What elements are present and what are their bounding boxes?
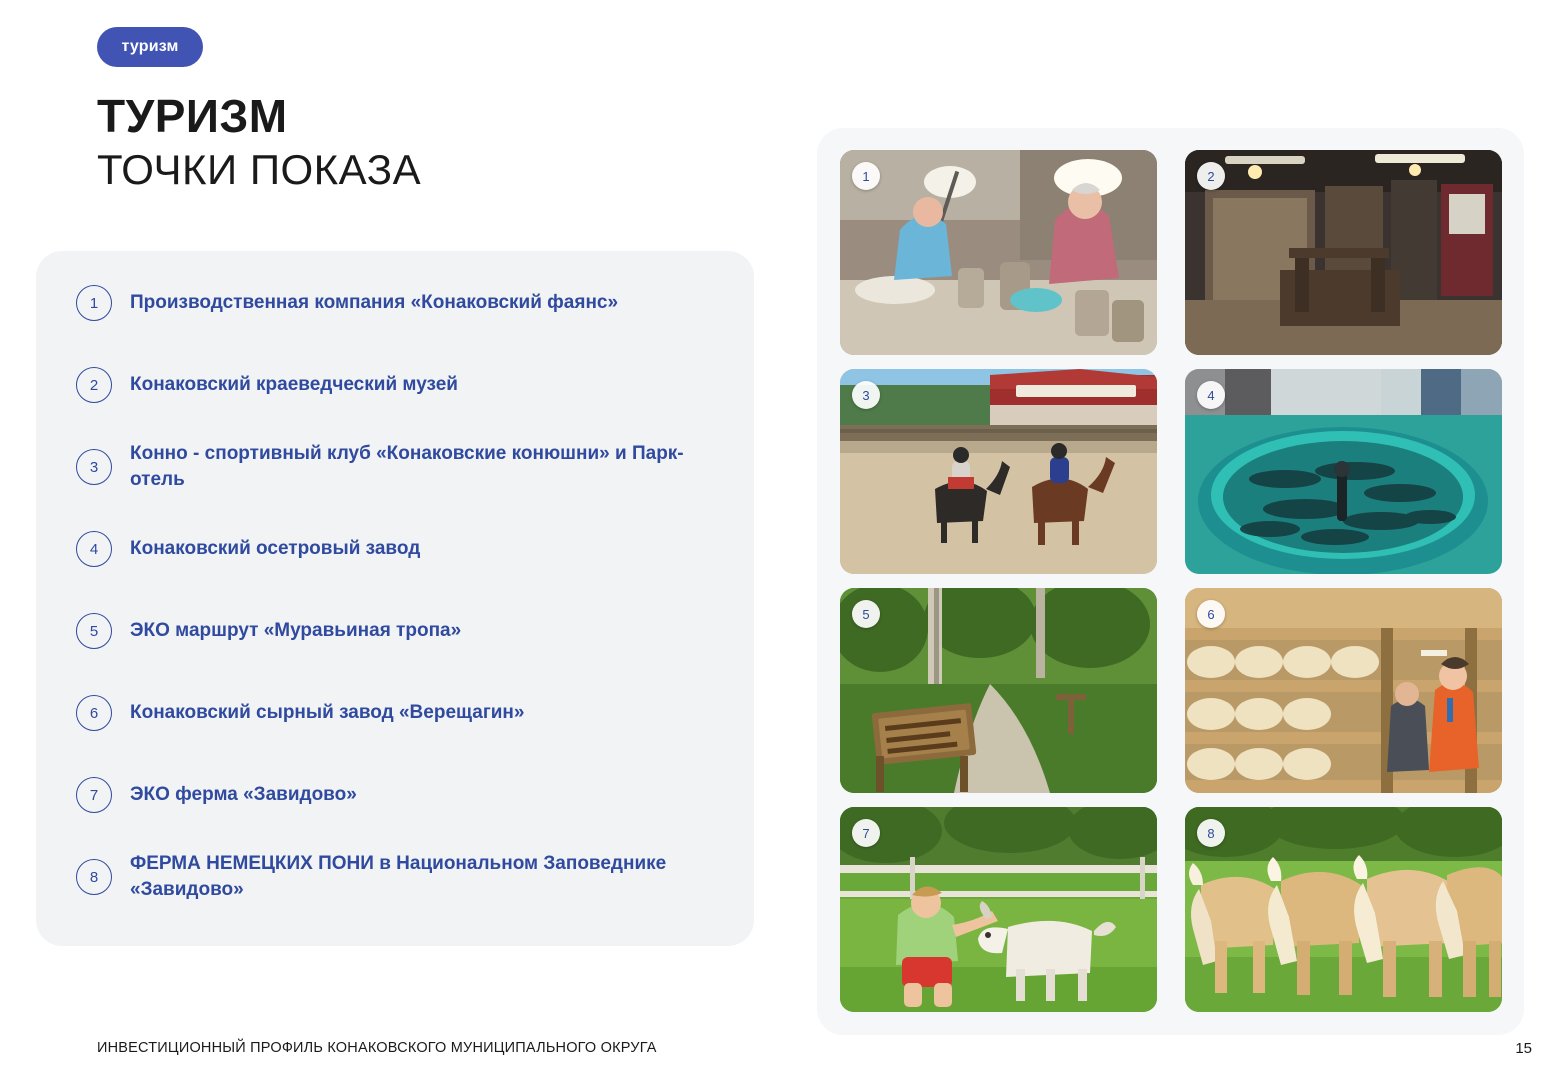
list-item[interactable] (76, 841, 736, 913)
section-tag-label: туризм (121, 38, 179, 55)
list-item-number: 2 (76, 367, 112, 403)
equestrian-club-image (840, 369, 1157, 574)
list-item-number: 6 (76, 695, 112, 731)
gallery-photo-2[interactable] (1185, 150, 1502, 355)
photo-number-badge: 8 (1197, 819, 1225, 847)
section-tag (97, 27, 203, 67)
gallery-photo-5[interactable] (840, 588, 1157, 793)
gallery-photo-3[interactable] (840, 369, 1157, 574)
pony-farm-image (1185, 807, 1502, 1012)
page-number: 15 (1515, 1040, 1532, 1057)
page-title: ТУРИЗМ (97, 90, 288, 142)
photo-number-badge: 6 (1197, 600, 1225, 628)
museum-hall-image (1185, 150, 1502, 355)
footer-text: ИНВЕСТИЦИОННЫЙ ПРОФИЛЬ КОНАКОВСКОГО МУНИЦИПАЛЬНОГО ОКРУГА (97, 1040, 657, 1056)
gallery-photo-4[interactable] (1185, 369, 1502, 574)
list-item-label: Конаковский осетровый завод (130, 538, 421, 560)
page-subtitle: ТОЧКИ ПОКАЗА (97, 146, 422, 193)
list-item[interactable] (76, 349, 736, 421)
list-item[interactable] (76, 513, 736, 585)
list-item-number: 4 (76, 531, 112, 567)
list-item-label: ФЕРМА НЕМЕЦКИХ ПОНИ в Национальном Заповеднике «Завидово» (130, 853, 667, 900)
gallery-photo-6[interactable] (1185, 588, 1502, 793)
photo-number-badge: 3 (852, 381, 880, 409)
list-item-label: Конаковский краеведческий музей (130, 374, 458, 396)
gallery-photo-7[interactable] (840, 807, 1157, 1012)
list-item-label: Производственная компания «Конаковский фаянс» (130, 292, 619, 314)
list-item-label: Конно - спортивный клуб «Конаковские конюшни» и Парк-отель (130, 443, 684, 490)
photo-number-badge: 4 (1197, 381, 1225, 409)
list-item-number: 3 (76, 449, 112, 485)
list-item-number: 1 (76, 285, 112, 321)
gallery-photo-1[interactable] (840, 150, 1157, 355)
pottery-workshop-image (840, 150, 1157, 355)
list-item-number: 5 (76, 613, 112, 649)
list-item[interactable] (76, 677, 736, 749)
list-item[interactable] (76, 431, 736, 503)
photo-number-badge: 7 (852, 819, 880, 847)
list-item[interactable] (76, 759, 736, 831)
list-item-label: Конаковский сырный завод «Верещагин» (130, 702, 525, 724)
list-item[interactable] (76, 595, 736, 667)
gallery-photo-8[interactable] (1185, 807, 1502, 1012)
list-item-number: 7 (76, 777, 112, 813)
photo-number-badge: 2 (1197, 162, 1225, 190)
cheese-factory-image (1185, 588, 1502, 793)
list-item[interactable] (76, 267, 736, 339)
photo-number-badge: 1 (852, 162, 880, 190)
photo-number-badge: 5 (852, 600, 880, 628)
list-item-label: ЭКО маршрут «Муравьиная тропа» (130, 620, 462, 642)
eco-trail-image (840, 588, 1157, 793)
list-item-label: ЭКО ферма «Завидово» (130, 784, 357, 806)
sturgeon-pool-image (1185, 369, 1502, 574)
points-list (76, 267, 736, 923)
list-item-number: 8 (76, 859, 112, 895)
eco-farm-image (840, 807, 1157, 1012)
photo-gallery (840, 150, 1502, 1014)
